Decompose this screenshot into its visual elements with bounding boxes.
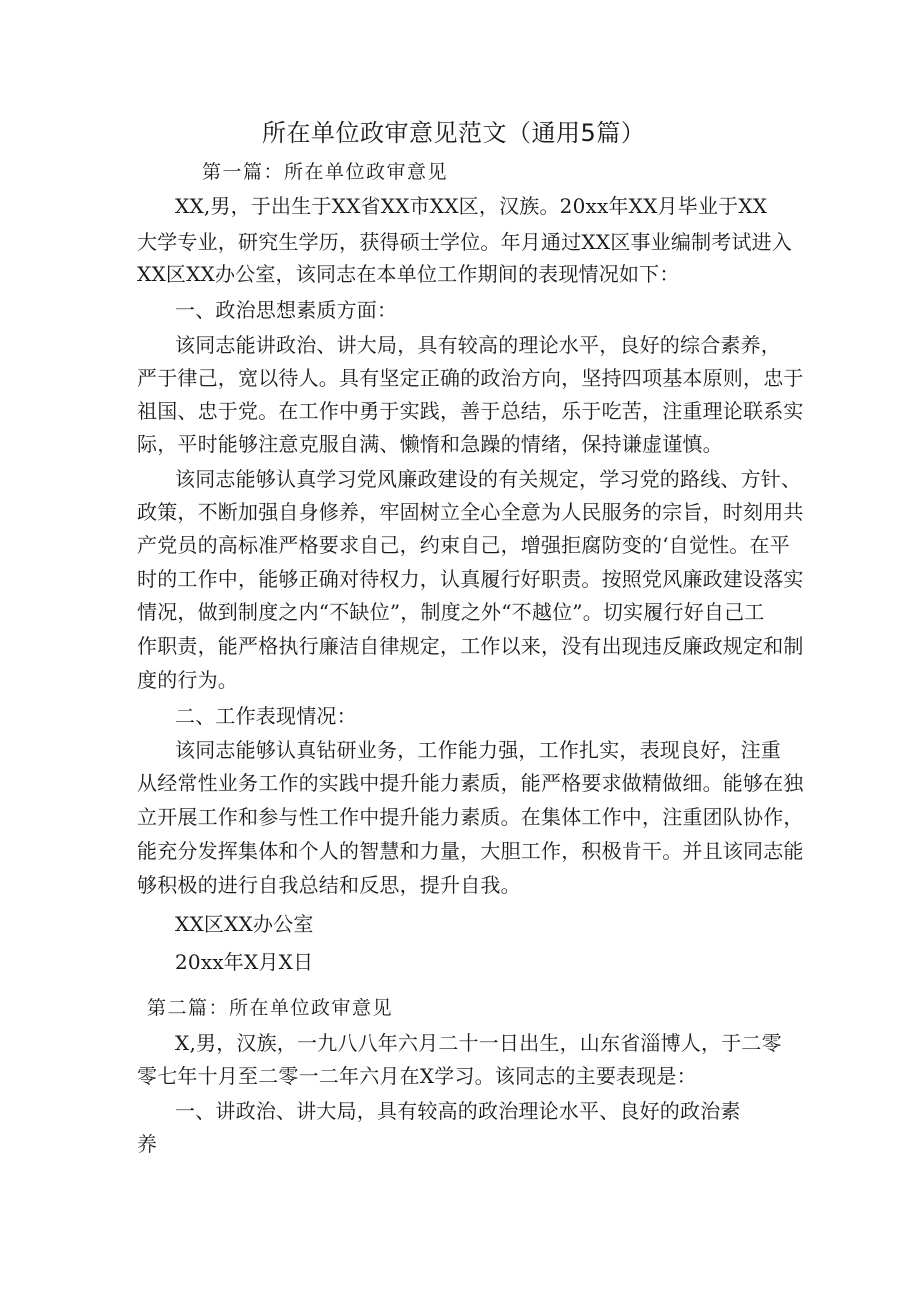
para2-line: 情况，做到制度之内“不缺位”，制度之外“不越位”。切实履行好自己工 [137,600,765,624]
para3-line: 能充分发挥集体和个人的智慧和力量，大胆工作，积极肯干。并且该同志能 [137,839,804,863]
para2-line: 政策，不断加强自身修养，牢固树立全心全意为人民服务的宗旨，时刻用共 [137,500,804,524]
article1-intro-line: XX,男，于出生于XX省XX市XX区，汉族。20xx年XX月毕业于XX [175,194,768,218]
section1-heading: 一、政治思想素质方面： [175,298,398,322]
para1-line: 该同志能讲政治、讲大局，具有较高的理论水平，良好的综合素养， [175,333,781,357]
para3-line: 从经常性业务工作的实践中提升能力素质，能严格要求做精做细。能够在独 [137,771,804,795]
article2-intro-line: 零七年十月至二零一二年六月在X学习。该同志的主要表现是： [137,1064,697,1088]
para3-line: 立开展工作和参与性工作中提升能力素质。在集体工作中，注重团队协作， [137,805,804,829]
article1-intro-line: XX区XX办公室，该同志在本单位工作期间的表现情况如下： [137,262,680,286]
signature-date: 20xx年X月X日 [175,950,314,974]
para2-line: 产党员的高标准严格要求自己，约束自己，增强拒腐防变的‘自觉性。在平 [137,533,790,557]
para2-line: 度的行为。 [137,668,238,692]
section2-heading: 二、工作表现情况： [175,704,357,728]
article2-intro-line: X,男，汉族，一九八八年六月二十一日出生，山东省淄博人，于二零 [175,1031,782,1055]
para2-line: 时的工作中，能够正确对待权力，认真履行好职责。按照党风廉政建设落实 [137,567,804,591]
article2-item-line: 一、讲政治、讲大局，具有较高的政治理论水平、良好的政治素 [175,1099,741,1123]
para3-line: 够积极的进行自我总结和反思，提升自我。 [137,873,521,897]
document-title: 所在单位政审意见范文（通用5篇） [262,119,646,147]
article1-heading: 第一篇：所在单位政审意见 [202,161,449,183]
para2-line: 作职责，能严格执行廉洁自律规定，工作以来，没有出现违反廉政规定和制 [137,634,804,658]
para1-line: 际，平时能够注意克服自满、懒惰和急躁的情绪，保持谦虚谨慎。 [137,432,723,456]
signature-office: XX区XX办公室 [175,912,314,936]
para2-line: 该同志能够认真学习党风廉政建设的有关规定，学习党的路线、方针、 [175,467,802,491]
article2-item-line: 养 [137,1132,158,1156]
para1-line: 祖国、忠于党。在工作中勇于实践，善于总结，乐于吃苦，注重理论联系实 [137,399,804,423]
para3-line: 该同志能够认真钻研业务，工作能力强，工作扎实，表现良好，注重 [175,738,781,762]
article1-intro-line: 大学专业，研究生学历，获得硕士学位。年月通过XX区事业编制考试进入 [137,230,793,254]
article2-heading: 第二篇：所在单位政审意见 [147,997,394,1019]
para1-line: 严于律己，宽以待人。具有坚定正确的政治方向，坚持四项基本原则，忠于 [137,366,804,390]
